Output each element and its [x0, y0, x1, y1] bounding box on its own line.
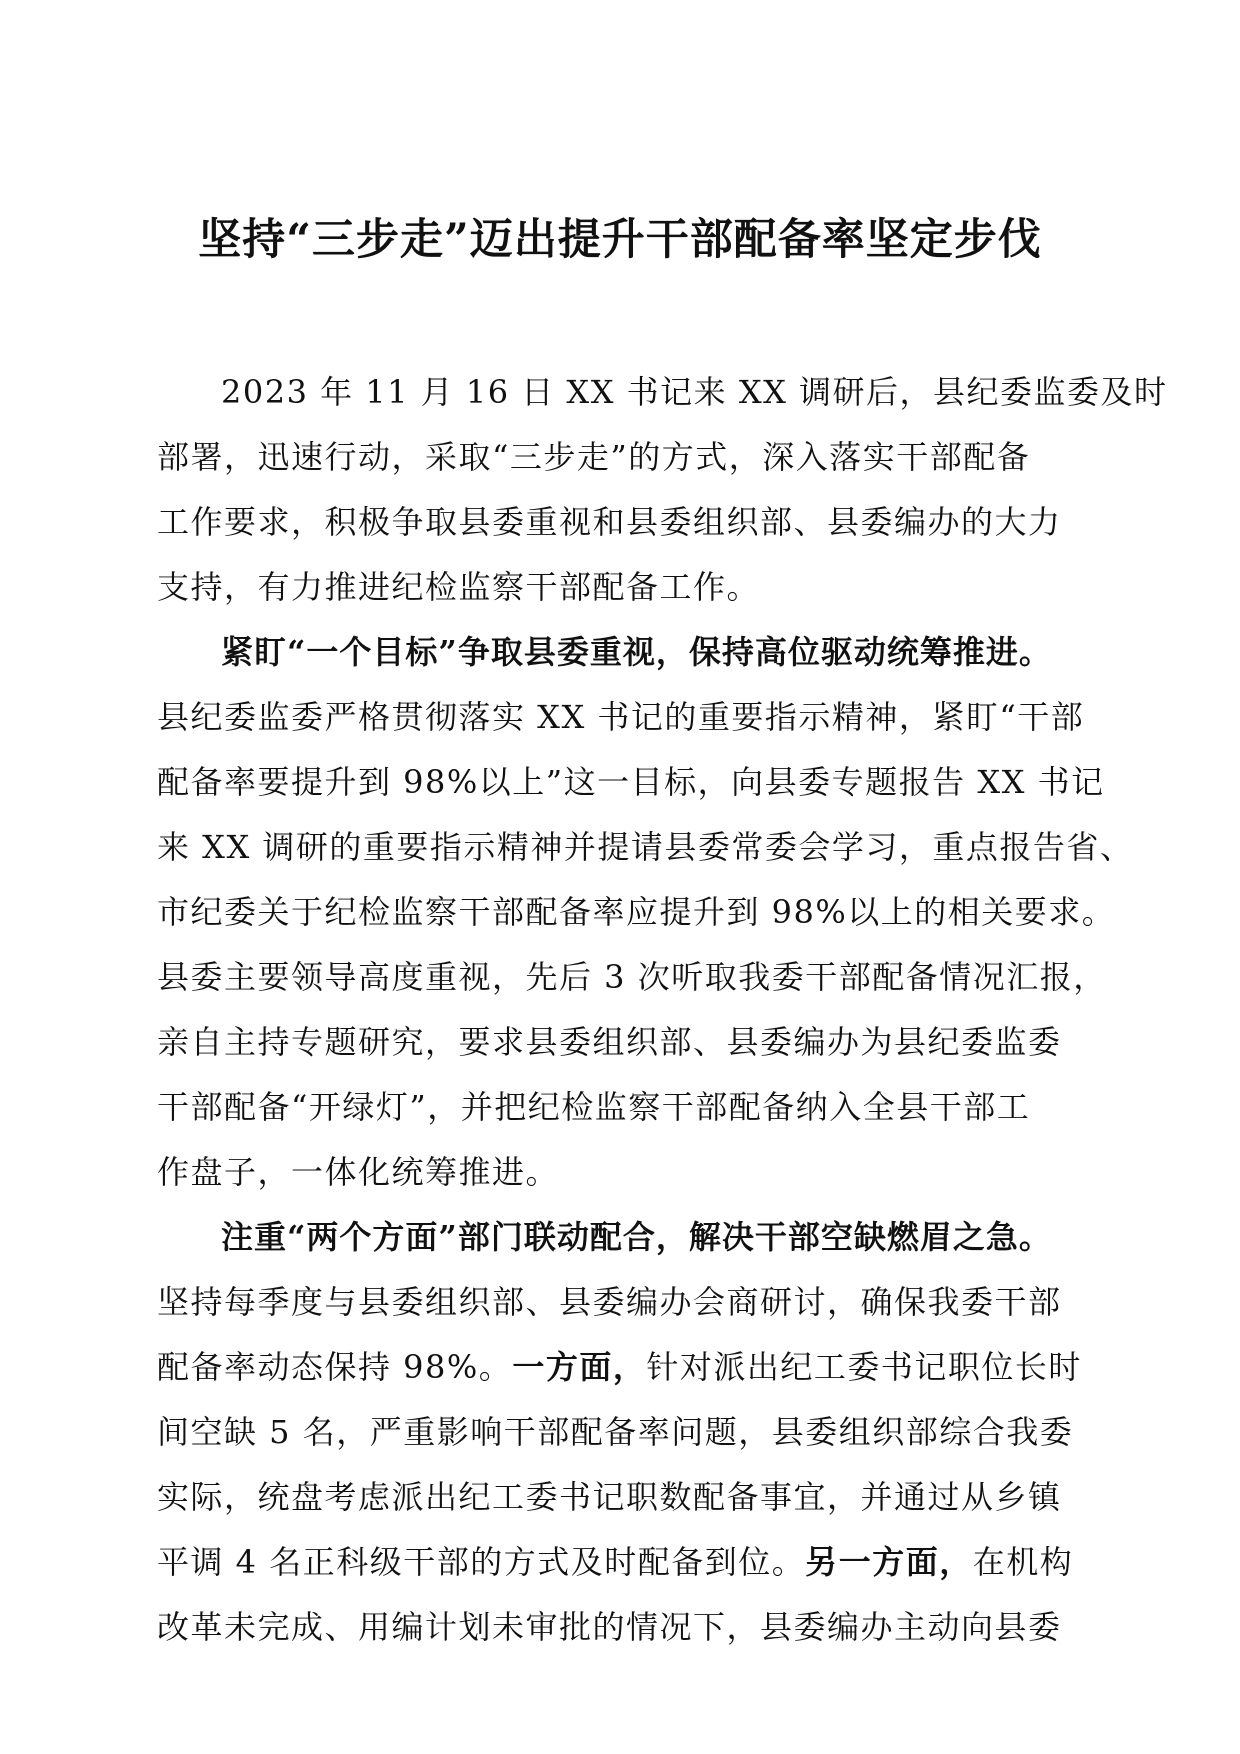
- paragraph-3-line-4: 实际，统盘考虑派出纪工委书记职数配备事宜，并通过从乡镇: [157, 1478, 1062, 1516]
- paragraph-1-line-3: 工作要求，积极争取县委重视和县委组织部、县委编办的大力: [157, 503, 1062, 541]
- paragraph-2-line-8: 作盘子，一体化统筹推进。: [157, 1153, 560, 1191]
- paragraph-3-line-2-rest: 针对派出纪工委书记职位长时: [646, 1348, 1082, 1386]
- paragraph-3-line-5-rest: 在机构: [972, 1543, 1074, 1581]
- document-body: [157, 360, 1168, 1660]
- paragraph-3-line-6: 改革未完成、用编计划未审批的情况下，县委编办主动向县委: [157, 1608, 1062, 1646]
- document-title: 坚持“三步走”迈出提升干部配备率坚定步伐: [198, 215, 1042, 265]
- paragraph-3-line-5-text: 平调 4 名正科级干部的方式及时配备到位。: [157, 1543, 806, 1581]
- paragraph-2-line-7: 干部配备“开绿灯”，并把纪检监察干部配备纳入全县干部工: [157, 1088, 1031, 1126]
- paragraph-1-line-1: 2023 年 11 月 16 日 XX 书记来 XX 调研后，县纪委监委及时: [221, 373, 1168, 411]
- paragraph-3-heading: 注重“两个方面”部门联动配合，解决干部空缺燃眉之急。: [221, 1218, 1052, 1256]
- paragraph-3-line-5: [157, 1530, 1092, 1595]
- paragraph-3-line-2: [157, 1335, 1092, 1400]
- paragraph-3-emphasis-other-side: 另一方面，: [805, 1543, 973, 1581]
- paragraph-1-line-4: 支持，有力推进纪检监察干部配备工作。: [157, 568, 761, 606]
- paragraph-2-line-6: 亲自主持专题研究，要求县委组织部、县委编办为县纪委监委: [157, 1023, 1062, 1061]
- paragraph-3-emphasis-one-side: 一方面，: [512, 1348, 647, 1386]
- paragraph-2-line-3: 来 XX 调研的重要指示精神并提请县委常委会学习，重点报告省、: [157, 828, 1134, 866]
- paragraph-3-line-2-text: 配备率动态保持 98%。: [157, 1348, 513, 1386]
- paragraph-3-line-1: 坚持每季度与县委组织部、县委编办会商研讨，确保我委干部: [157, 1283, 1062, 1321]
- paragraph-2-line-1: 县纪委监委严格贯彻落实 XX 书记的重要指示精神，紧盯“干部: [157, 698, 1085, 736]
- paragraph-3-line-3: 间空缺 5 名，严重影响干部配备率问题，县委组织部综合我委: [157, 1413, 1074, 1451]
- paragraph-2-line-5: 县委主要领导高度重视，先后 3 次听取我委干部配备情况汇报，: [157, 958, 1107, 996]
- paragraph-1-line-2: 部署，迅速行动，采取“三步走”的方式，深入落实干部配备: [157, 438, 1031, 476]
- paragraph-2-line-4: 市纪委关于纪检监察干部配备率应提升到 98%以上的相关要求。: [157, 893, 1116, 931]
- paragraph-2-heading: 紧盯“一个目标”争取县委重视，保持高位驱动统筹推进。: [221, 633, 1052, 671]
- paragraph-2-line-2: 配备率要提升到 98%以上”这一目标，向县委专题报告 XX 书记: [157, 763, 1105, 801]
